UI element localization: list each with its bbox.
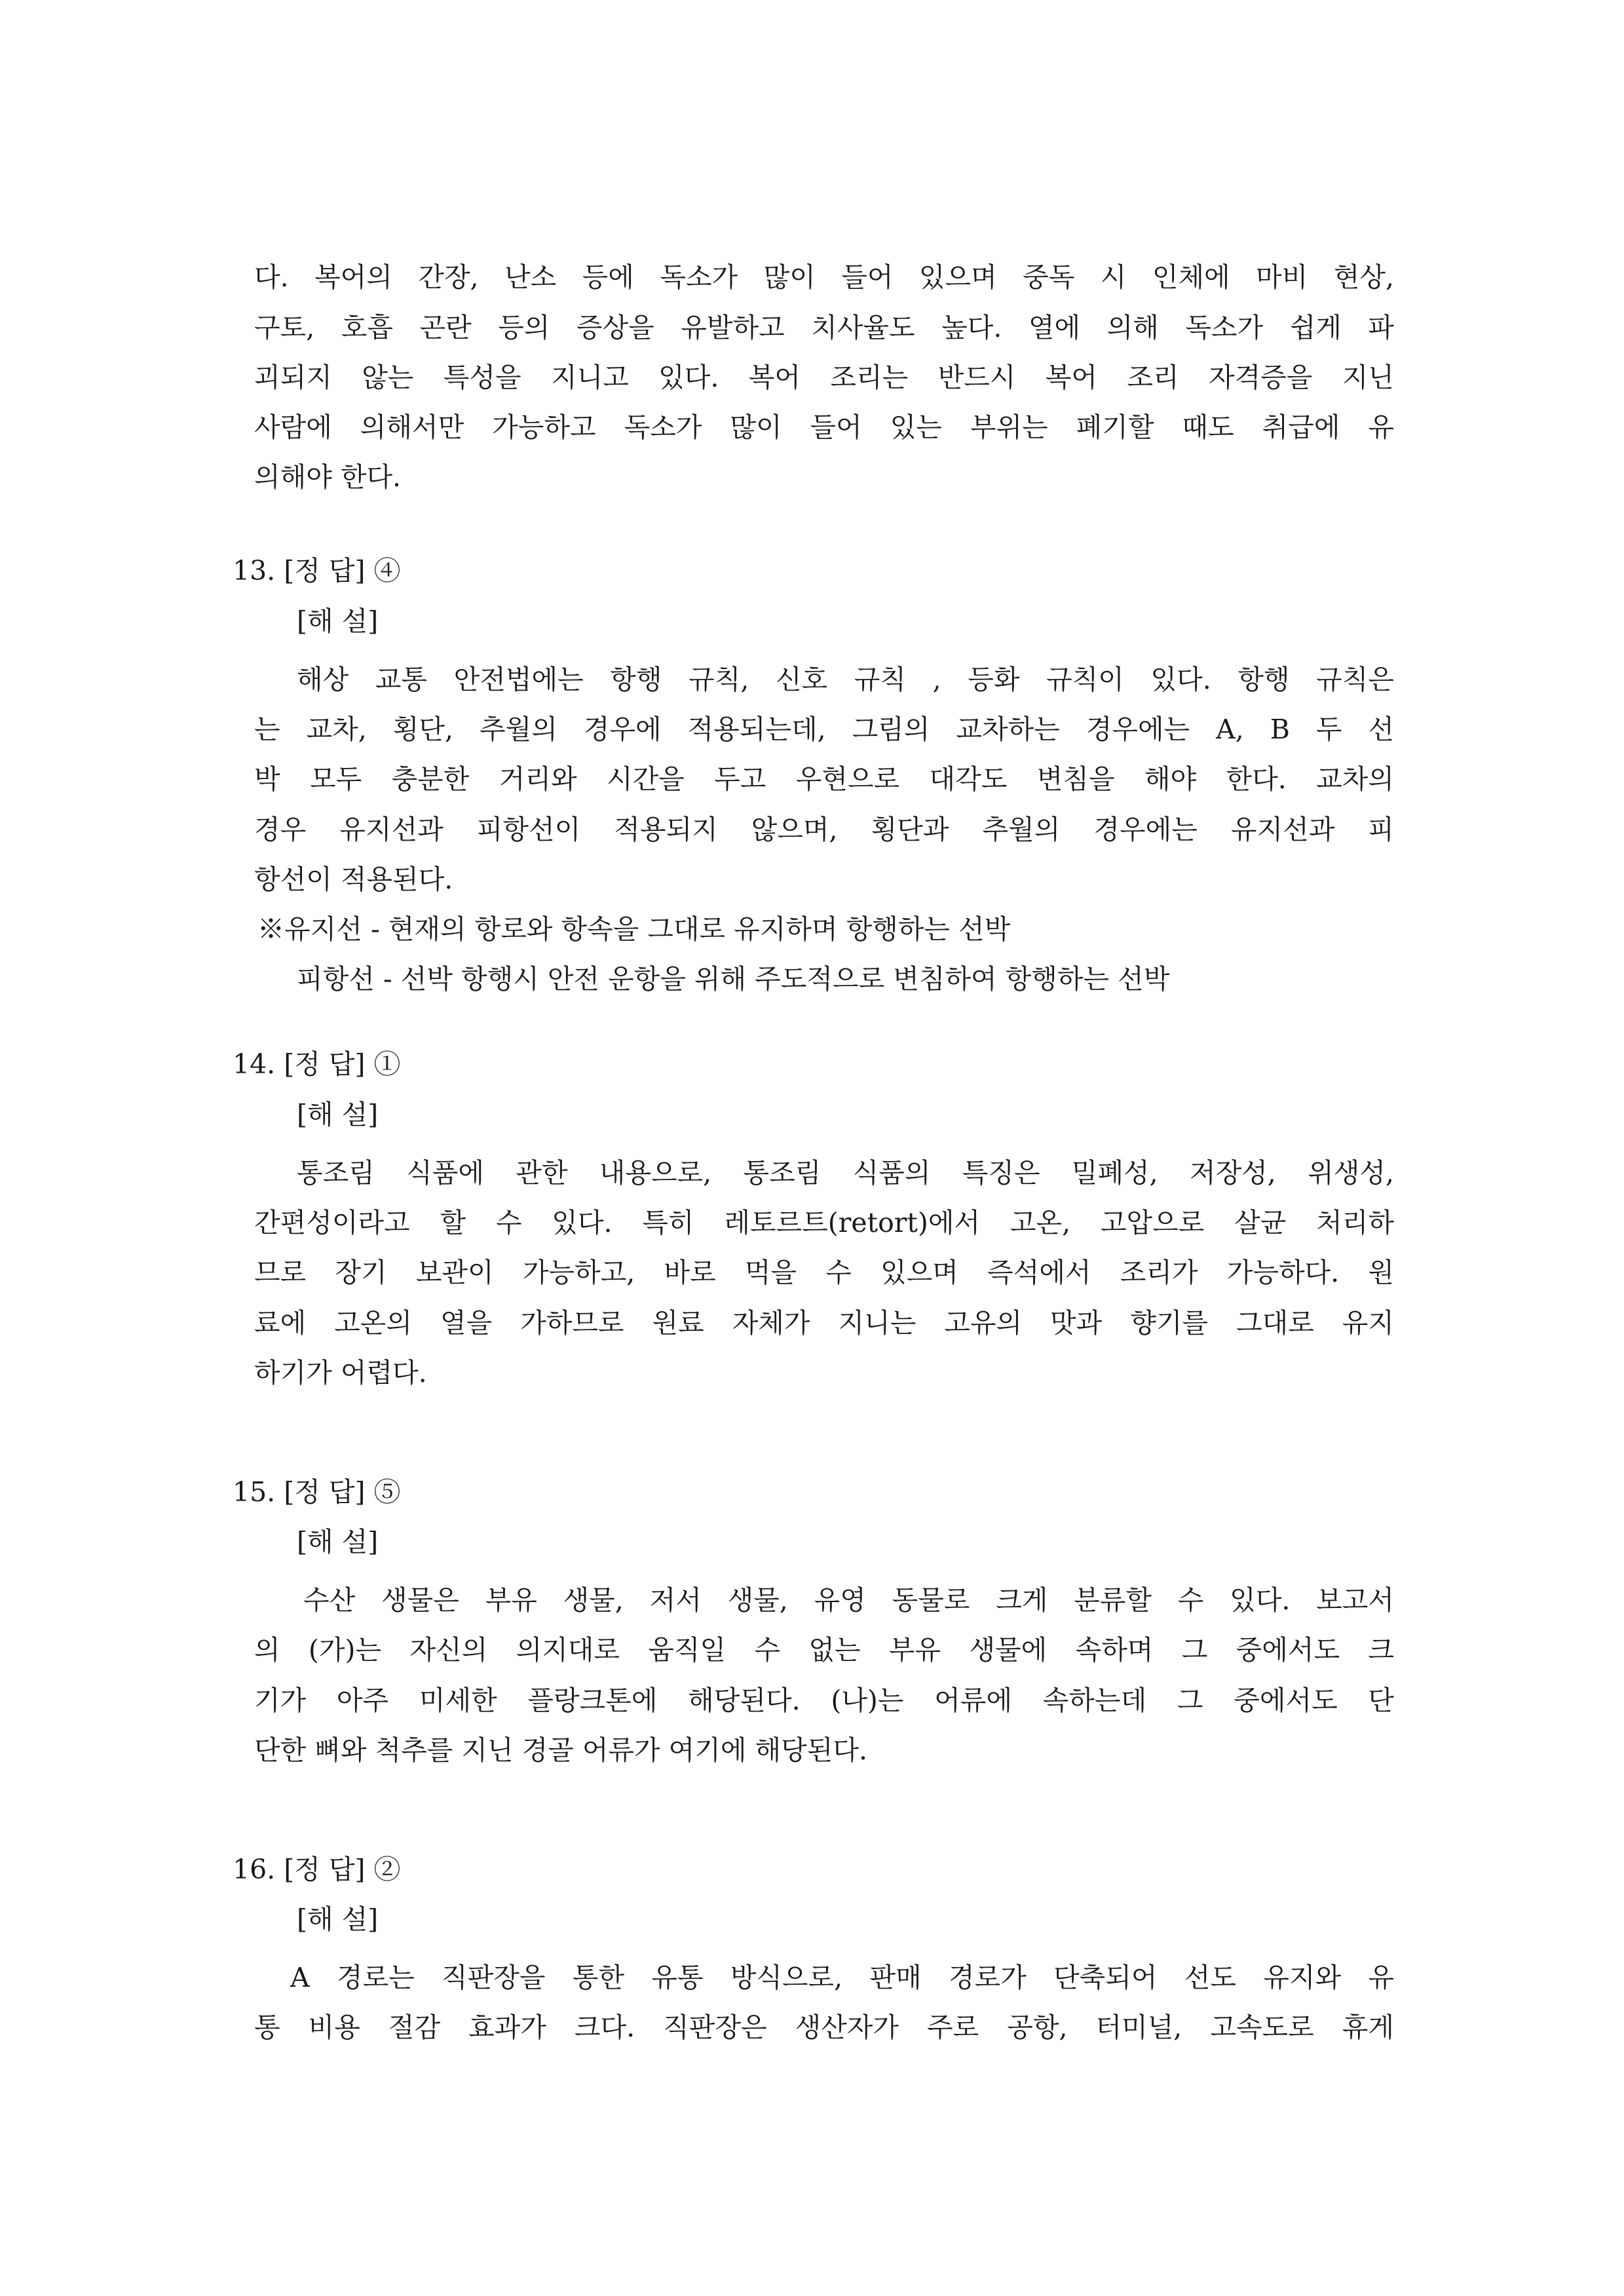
q16-line-1: A 경로는 직판장을 통한 유통 방식으로, 판매 경로가 단축되어 선도 유지와 유 <box>290 1962 1394 1993</box>
q14-line-2: 간편성이라고 할 수 있다. 특히 레토르트(retort)에서 고온, 고압으로 살균 처리하 <box>254 1207 1394 1238</box>
q16-line-2: 통 비용 절감 효과가 크다. 직판장은 생산자가 주로 공항, 터미널, 고속도로 휴게 <box>254 2012 1394 2043</box>
q15-line-1: 수산 생물은 부유 생물, 저서 생물, 유영 동물로 크게 분류할 수 있다. 보고서 <box>303 1584 1394 1616</box>
q13-line-4: 경우 유지선과 피항선이 적용되지 않으며, 횡단과 추월의 경우에는 유지선과 피 <box>254 814 1394 845</box>
q15-line-3: 기가 아주 미세한 플랑크톤에 해당된다. (나)는 어류에 속하는데 그 중에서도 단 <box>254 1685 1394 1716</box>
q13-note-1: ※유지선 - 현재의 항로와 항속을 그대로 유지하며 항행하는 선박 <box>257 913 1011 945</box>
q14-line-3: 므로 장기 보관이 가능하고, 바로 먹을 수 있으며 즉석에서 조리가 가능하다. 원 <box>254 1257 1394 1288</box>
q15-explanation-label: [해 설] <box>297 1526 379 1558</box>
q13-explanation-label: [해 설] <box>297 605 379 637</box>
q13-line-3: 박 모두 충분한 거리와 시간을 두고 우현으로 대각도 변침을 해야 한다. 교차의 <box>254 763 1394 795</box>
q14-heading: 14. [정 답] ① <box>233 1048 401 1080</box>
intro-line-5: 의해야 한다. <box>254 461 402 493</box>
intro-line-2: 구토, 호흡 곤란 등의 증상을 유발하고 치사율도 높다. 열에 의해 독소가 쉽게 파 <box>254 312 1394 343</box>
q13-line-2: 는 교차, 횡단, 추월의 경우에 적용되는데, 그림의 교차하는 경우에는 A, B 두 선 <box>254 714 1394 745</box>
q14-line-4: 료에 고온의 열을 가하므로 원료 자체가 지니는 고유의 맛과 향기를 그대로 유지 <box>254 1307 1394 1339</box>
q13-heading: 13. [정 답] ④ <box>233 555 401 586</box>
q14-explanation-label: [해 설] <box>297 1099 379 1130</box>
q13-line-1: 해상 교통 안전법에는 항행 규칙, 신호 규칙 , 등화 규칙이 있다. 항행 규칙은 <box>297 664 1394 695</box>
q13-note-2: 피항선 - 선박 항행시 안전 운항을 위해 주도적으로 변침하여 항행하는 선박 <box>297 963 1170 995</box>
q15-line-2: 의 (가)는 자신의 의지대로 움직일 수 없는 부유 생물에 속하며 그 중에서도 크 <box>254 1634 1394 1666</box>
q14-line-5: 하기가 어렵다. <box>254 1357 427 1388</box>
intro-line-1: 다. 복어의 간장, 난소 등에 독소가 많이 들어 있으며 중독 시 인체에 마비 현상, <box>254 261 1394 293</box>
q15-heading: 15. [정 답] ⑤ <box>233 1476 401 1508</box>
q13-line-5: 항선이 적용된다. <box>254 864 453 895</box>
intro-line-4: 사람에 의해서만 가능하고 독소가 많이 들어 있는 부위는 폐기할 때도 취급에 유 <box>254 411 1394 443</box>
q16-explanation-label: [해 설] <box>297 1904 379 1935</box>
intro-line-3: 괴되지 않는 특성을 지니고 있다. 복어 조리는 반드시 복어 조리 자격증을 지닌 <box>254 362 1394 393</box>
q14-line-1: 통조림 식품에 관한 내용으로, 통조림 식품의 특징은 밀폐성, 저장성, 위생성, <box>297 1157 1394 1189</box>
q15-line-4: 단한 뼈와 척추를 지닌 경골 어류가 여기에 해당된다. <box>254 1734 867 1766</box>
q16-heading: 16. [정 답] ② <box>233 1854 401 1885</box>
